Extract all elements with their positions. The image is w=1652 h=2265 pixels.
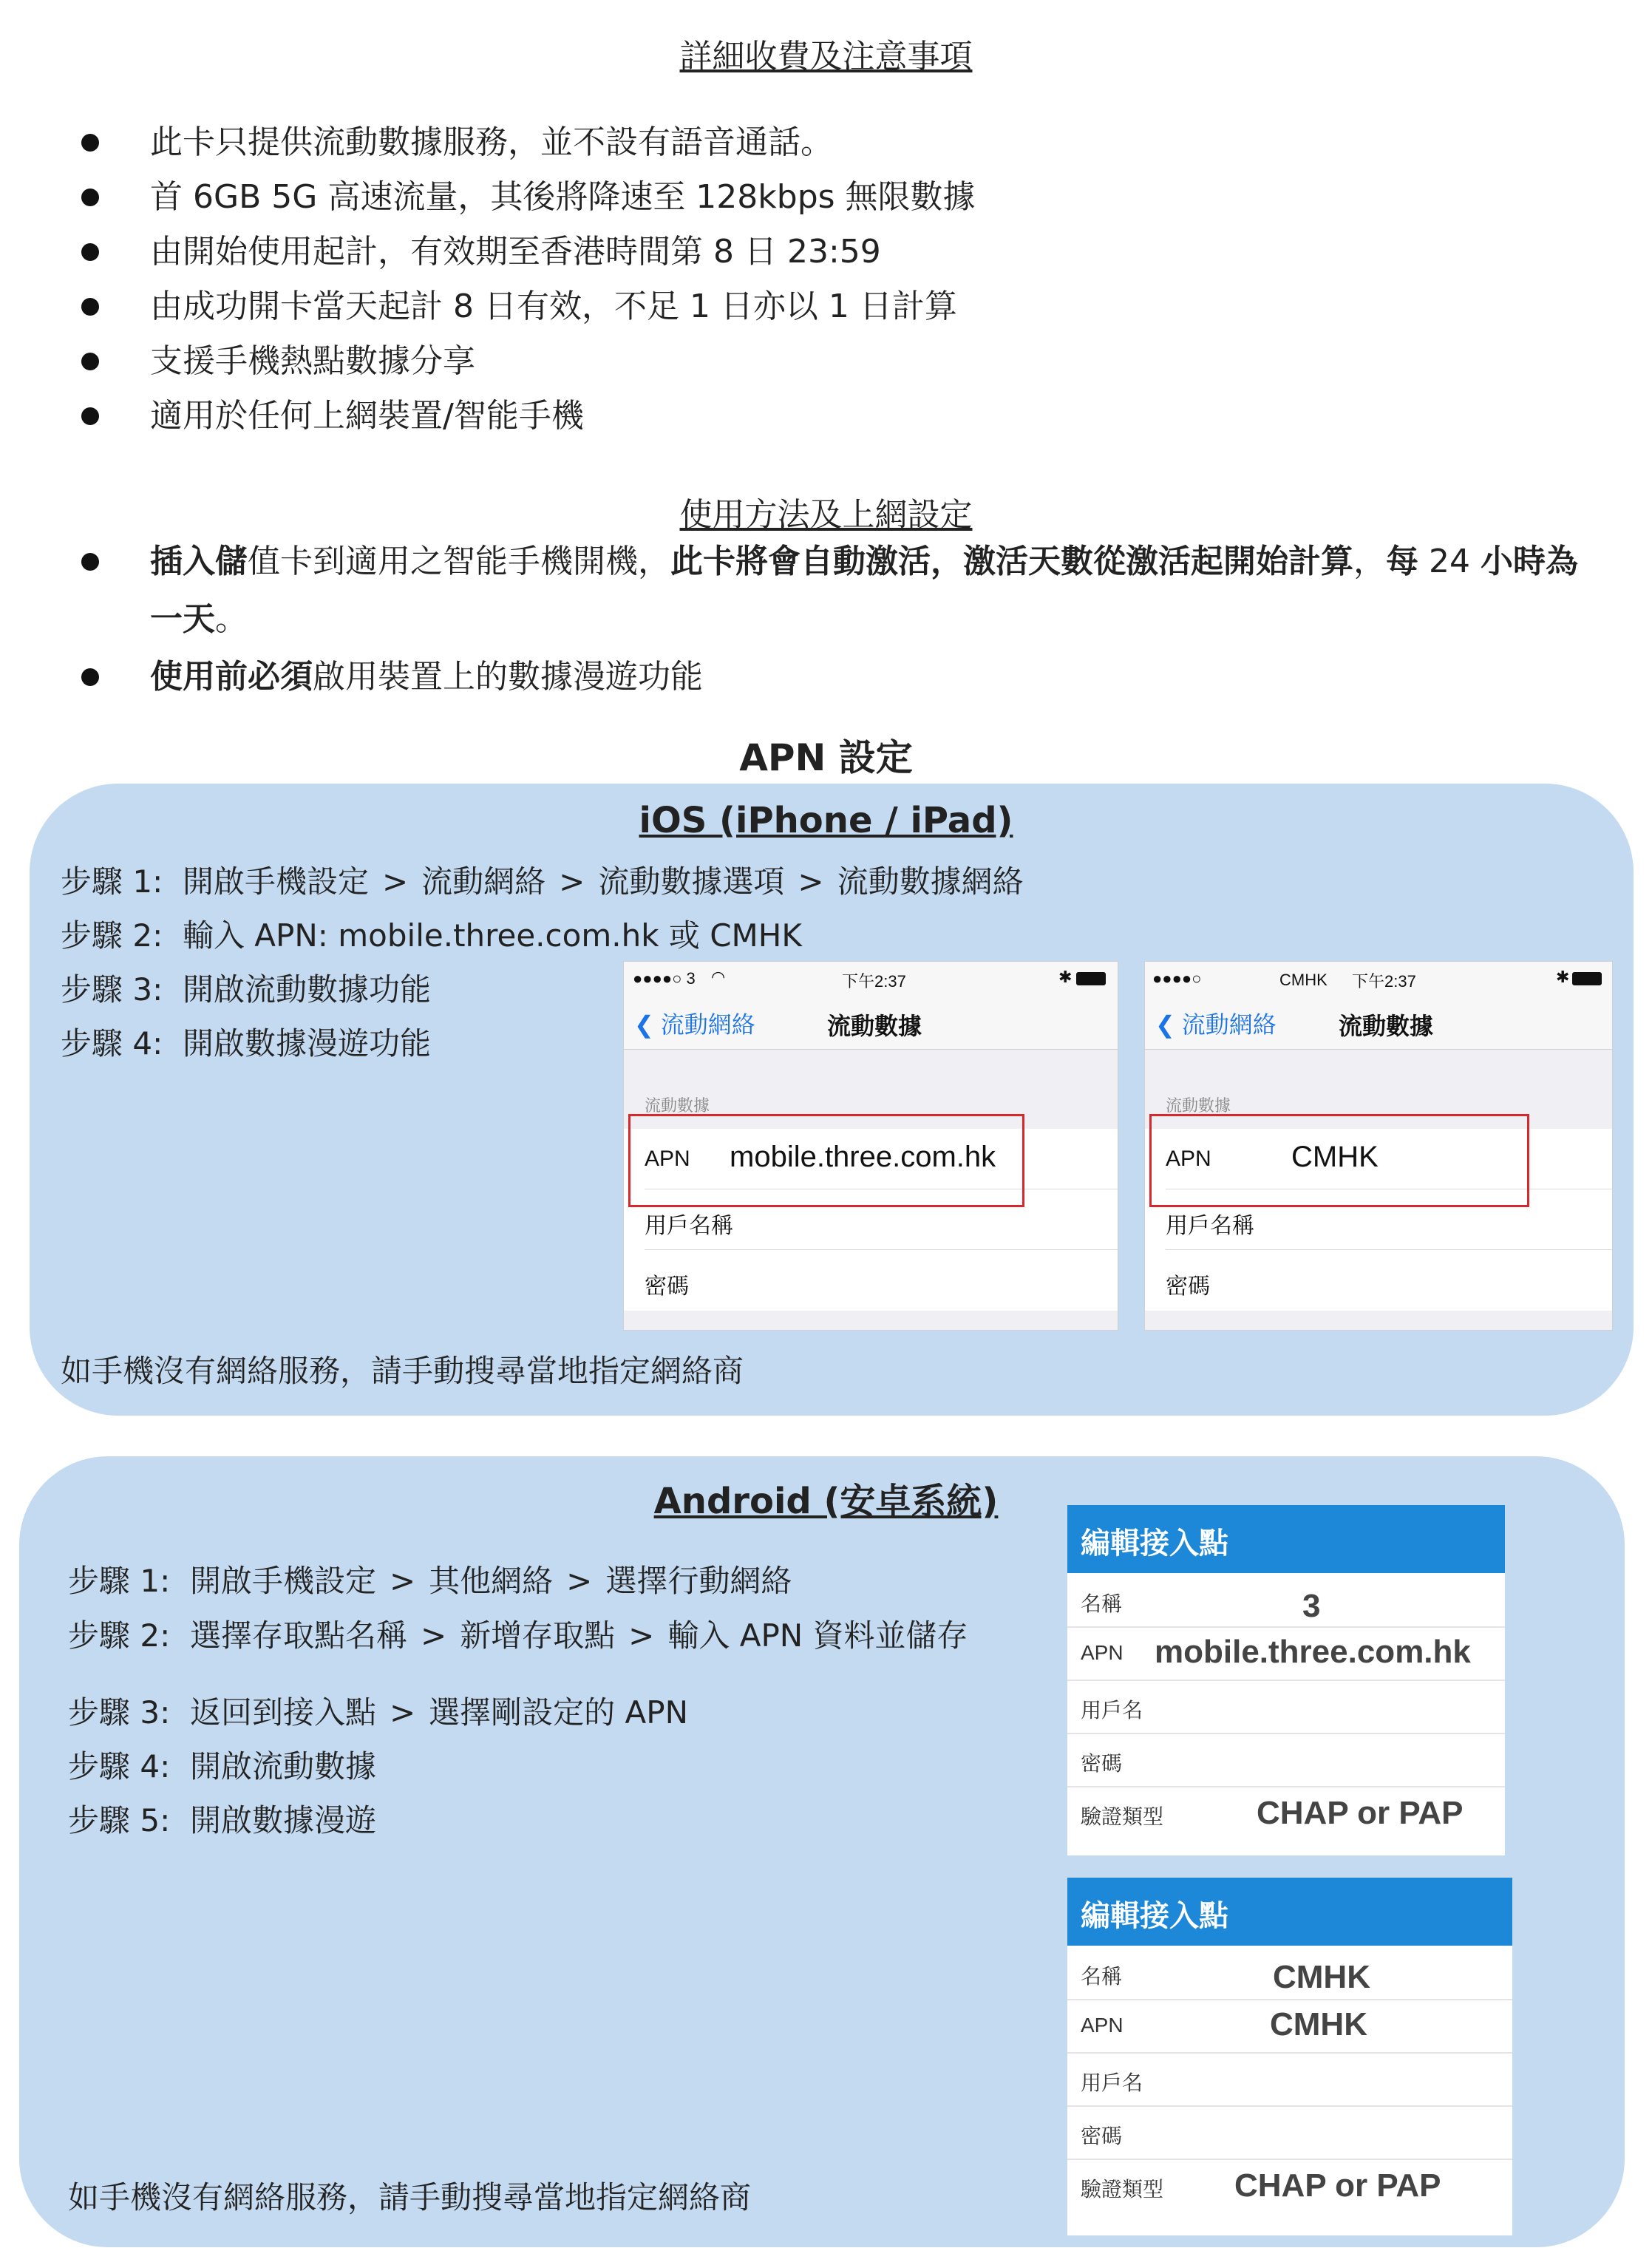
apn-value: CMHK: [1291, 1141, 1379, 1173]
ios-step-1: 步驟 1: 開啟手機設定 > 流動網絡 > 流動數據選項 > 流動數據網絡: [61, 863, 1024, 900]
android-step-4: 步驟 4: 開啟流動數據: [68, 1748, 376, 1785]
apn-value: mobile.three.com.hk: [730, 1141, 996, 1173]
auth-type-row[interactable]: 驗證類型 CHAP or PAP: [1081, 2167, 1441, 2204]
android-step-3: 步驟 3: 返回到接入點 > 選擇剛設定的 APN: [68, 1694, 688, 1731]
ios-note: 如手機沒有網絡服務，請手動搜尋當地指定網絡商: [61, 1353, 744, 1389]
highlight-box: [628, 1114, 1024, 1207]
bullet-icon: [81, 243, 99, 261]
username-row[interactable]: 用戶名: [1067, 1680, 1505, 1734]
card-header: 編輯接入點: [1067, 1878, 1512, 1946]
name-row[interactable]: 名稱 CMHK: [1067, 1946, 1512, 2000]
ios-step-3: 步驟 3: 開啟流動數據功能: [61, 971, 431, 1008]
android-screenshot-three: [1067, 1505, 1505, 1855]
bluetooth-icon: ✱: [1058, 968, 1073, 986]
android-screenshot-cmhk: [1067, 1878, 1512, 2235]
bluetooth-icon: ✱: [1556, 968, 1570, 986]
highlight-box: [1149, 1114, 1529, 1207]
username-row[interactable]: 用戶名: [1067, 2052, 1512, 2107]
ios-step-4: 步驟 4: 開啟數據漫遊功能: [61, 1025, 431, 1062]
android-note: 如手機沒有網絡服務，請手動搜尋當地指定網絡商: [68, 2179, 752, 2215]
chevron-left-icon: ❮: [634, 1011, 654, 1038]
bullet-icon: [81, 298, 99, 316]
bullet-icon: [81, 134, 99, 152]
ios-step-2: 步驟 2: 輸入 APN: mobile.three.com.hk 或 CMHK: [61, 917, 802, 954]
card-header: 編輯接入點: [1067, 1505, 1505, 1573]
section-header: 流動數據: [645, 1096, 710, 1115]
status-bar: ●●●●○ 3 ◠ 下午2:37 ✱: [624, 962, 1118, 994]
nav-bar: [1145, 994, 1612, 1050]
apn-row[interactable]: APN mobile.three.com.hk: [1067, 1626, 1505, 1681]
username-cell[interactable]: 用戶名稱: [1145, 1189, 1612, 1250]
apn-cell[interactable]: APN mobile.three.com.hk: [624, 1129, 1118, 1189]
password-row[interactable]: 密碼: [1067, 1733, 1505, 1787]
ios-screenshot-cmhk: [1144, 961, 1613, 1331]
apn-cell[interactable]: APN CMHK: [1145, 1129, 1612, 1189]
back-button[interactable]: ❮ 流動網絡: [1155, 1011, 1277, 1038]
apn-row[interactable]: APN CMHK: [1067, 1999, 1512, 2054]
wifi-icon: ◠: [711, 968, 726, 986]
battery-icon: [1076, 972, 1106, 985]
fees-title: 詳細收費及注意事項: [679, 38, 973, 75]
section-header: 流動數據: [1166, 1096, 1231, 1115]
usage-title: 使用方法及上網設定: [679, 496, 973, 534]
battery-icon: [1572, 972, 1602, 985]
name-row[interactable]: 名稱 3: [1067, 1573, 1505, 1628]
nav-title: 流動數據: [827, 1013, 922, 1039]
android-title: Android (安卓系統): [653, 1481, 999, 1522]
chevron-left-icon: ❮: [1155, 1011, 1175, 1038]
bullet-icon: [81, 553, 99, 571]
nav-bar: [624, 994, 1118, 1050]
nav-title: 流動數據: [1339, 1013, 1434, 1039]
ios-screenshot-three: [623, 961, 1118, 1331]
android-step-2: 步驟 2: 選擇存取點名稱 > 新增存取點 > 輸入 APN 資料並儲存: [68, 1617, 968, 1654]
status-bar: ●●●●○ CMHK 下午2:37 ✱: [1145, 962, 1612, 994]
password-row[interactable]: 密碼: [1067, 2105, 1512, 2160]
password-cell[interactable]: 密碼: [624, 1250, 1118, 1311]
bullet-icon: [81, 353, 99, 370]
ios-title: iOS (iPhone / iPad): [639, 800, 1013, 841]
back-button[interactable]: ❮ 流動網絡: [634, 1011, 755, 1038]
android-step-1: 步驟 1: 開啟手機設定 > 其他網絡 > 選擇行動網絡: [68, 1563, 792, 1599]
bullet-icon: [81, 407, 99, 425]
bullet-icon: [81, 189, 99, 206]
bullet-icon: [81, 668, 99, 686]
apn-title: APN 設定: [739, 736, 913, 779]
auth-type-row[interactable]: 驗證類型 CHAP or PAP: [1081, 1795, 1464, 1831]
password-cell[interactable]: 密碼: [1145, 1250, 1612, 1311]
android-step-5: 步驟 5: 開啟數據漫遊: [68, 1802, 376, 1838]
username-cell[interactable]: 用戶名稱: [624, 1189, 1118, 1250]
